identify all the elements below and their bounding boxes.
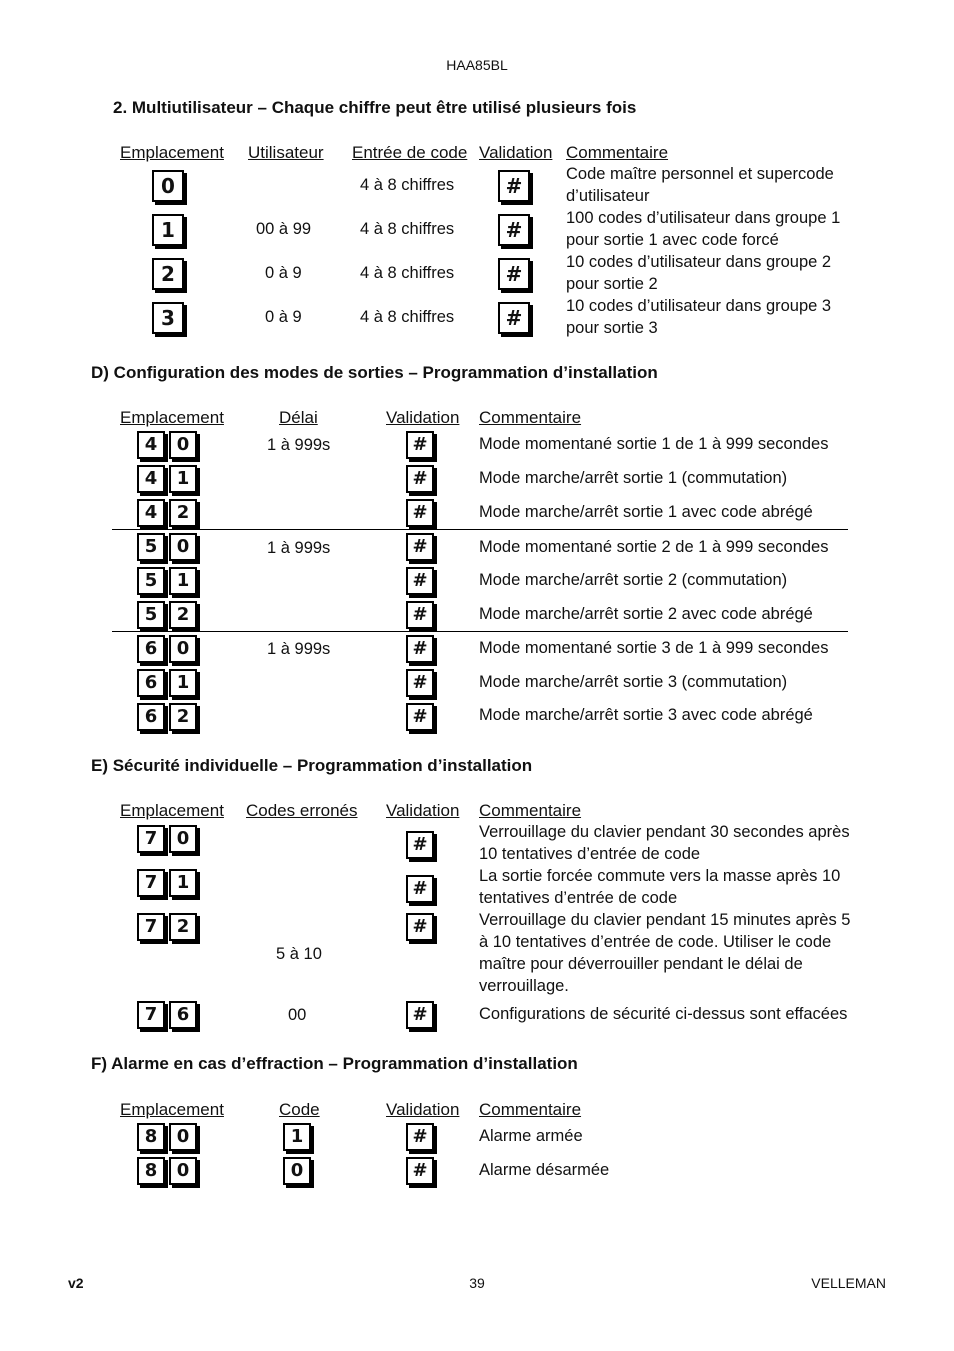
keypad-key: 0 [169, 1123, 197, 1151]
hash-key-icon: # [498, 170, 530, 202]
comment: Mode momentané sortie 2 de 1 à 999 secondes [479, 538, 829, 556]
keypad-key: 5 [137, 567, 165, 595]
col-validation: Validation [386, 1100, 460, 1119]
hash-key-icon: # [406, 465, 434, 493]
keypad-key: 6 [169, 1001, 197, 1029]
section-f-title: F) Alarme en cas d’effraction – Programmation d’installation [91, 1054, 578, 1073]
keypad-key: 8 [137, 1157, 165, 1185]
keypad-key: 4 [137, 431, 165, 459]
comment: 10 codes d’utilisateur dans groupe 3 pour sortie 3 [566, 297, 832, 337]
col-delai: Délai [279, 408, 318, 427]
col-commentaire: Commentaire [479, 801, 582, 820]
col-validation: Validation [386, 801, 460, 820]
keypad-key: 1 [169, 465, 197, 493]
col-emplacement: Emplacement [120, 801, 224, 820]
keypad-key: 6 [137, 669, 165, 697]
keypad-key: 1 [169, 567, 197, 595]
keypad-key: 6 [137, 635, 165, 663]
document-code: HAA85BL [446, 57, 508, 73]
comment: La sortie forcée commute vers la masse après 10 tentatives d’entrée de code [479, 867, 841, 907]
keypad-key: 7 [137, 869, 165, 897]
comment: Alarme désarmée [479, 1161, 610, 1179]
hash-key-icon: # [406, 669, 434, 697]
col-emplacement: Emplacement [120, 408, 224, 427]
col-utilisateur: Utilisateur [248, 143, 324, 162]
hash-key-icon: # [406, 831, 434, 859]
col-code: Code [279, 1100, 320, 1119]
col-emplacement: Emplacement [120, 143, 224, 162]
col-commentaire: Commentaire [566, 143, 669, 162]
col-emplacement: Emplacement [120, 1100, 224, 1119]
keypad-key: 4 [137, 465, 165, 493]
hash-key-icon: # [406, 913, 434, 941]
delay-value: 1 à 999s [267, 640, 331, 658]
code-length: 4 à 8 chiffres [360, 176, 455, 194]
col-entree-code: Entrée de code [352, 143, 468, 162]
user-range: 00 à 99 [256, 220, 312, 238]
col-commentaire: Commentaire [479, 408, 582, 427]
code-length: 4 à 8 chiffres [360, 264, 455, 282]
comment: Mode marche/arrêt sortie 2 (commutation) [479, 571, 788, 589]
comment: Mode marche/arrêt sortie 1 avec code abrégé [479, 503, 813, 521]
hash-key-icon: # [498, 214, 530, 246]
comment: Mode marche/arrêt sortie 3 avec code abrégé [479, 706, 813, 724]
keypad-key: 1 [169, 869, 197, 897]
error-count: 5 à 10 [276, 945, 322, 963]
comment: 100 codes d’utilisateur dans groupe 1 pour sortie 1 avec code forcé [566, 209, 841, 249]
col-commentaire: Commentaire [479, 1100, 582, 1119]
keypad-key: 6 [137, 703, 165, 731]
keypad-key: 5 [137, 601, 165, 629]
col-validation: Validation [479, 143, 553, 162]
footer-brand: VELLEMAN [811, 1275, 886, 1291]
comment: Mode marche/arrêt sortie 2 avec code abrégé [479, 605, 813, 623]
section-e-title: E) Sécurité individuelle – Programmation d’installation [91, 756, 533, 775]
keypad-key: 2 [152, 258, 184, 290]
hash-key-icon: # [498, 258, 530, 290]
keypad-key: 0 [169, 533, 197, 561]
keypad-key: 2 [169, 913, 197, 941]
keypad-key: 3 [152, 302, 184, 334]
comment: Mode marche/arrêt sortie 3 (commutation) [479, 673, 788, 691]
col-validation: Validation [386, 408, 460, 427]
section-2-title: 2. Multiutilisateur – Chaque chiffre peut être utilisé plusieurs fois [113, 98, 637, 117]
keypad-key: 0 [169, 635, 197, 663]
hash-key-icon: # [406, 431, 434, 459]
keypad-key: 7 [137, 1001, 165, 1029]
delay-value: 1 à 999s [267, 539, 331, 557]
keypad-key: 0 [169, 825, 197, 853]
group-divider [112, 631, 848, 632]
hash-key-icon: # [406, 703, 434, 731]
code-length: 4 à 8 chiffres [360, 220, 455, 238]
comment: Mode momentané sortie 3 de 1 à 999 secondes [479, 639, 829, 657]
comment: Verrouillage du clavier pendant 15 minutes après 5 à 10 tentatives d’entrée de code. Utiliser le code maître pour déverrouiller pendant le délai de verrouillage. [479, 911, 851, 995]
comment: Mode momentané sortie 1 de 1 à 999 secondes [479, 435, 829, 453]
keypad-key: 5 [137, 533, 165, 561]
keypad-key: 2 [169, 703, 197, 731]
comment: Code maître personnel et supercode d’utilisateur [566, 165, 834, 205]
footer-version: v2 [68, 1275, 84, 1291]
keypad-key: 0 [283, 1157, 311, 1185]
keypad-key: 0 [169, 1157, 197, 1185]
comment: Mode marche/arrêt sortie 1 (commutation) [479, 469, 788, 487]
keypad-key: 1 [152, 214, 184, 246]
keypad-key: 7 [137, 825, 165, 853]
hash-key-icon: # [406, 635, 434, 663]
section-d-title: D) Configuration des modes de sorties – Programmation d’installation [91, 363, 658, 382]
error-count: 00 [288, 1006, 307, 1024]
comment: Verrouillage du clavier pendant 30 secondes après 10 tentatives d’entrée de code [479, 823, 850, 863]
hash-key-icon: # [406, 1123, 434, 1151]
hash-key-icon: # [406, 601, 434, 629]
keypad-key: 1 [169, 669, 197, 697]
keypad-key: 2 [169, 601, 197, 629]
user-range: 0 à 9 [265, 264, 302, 282]
keypad-key: 8 [137, 1123, 165, 1151]
keypad-key: 1 [283, 1123, 311, 1151]
hash-key-icon: # [406, 1157, 434, 1185]
keypad-key: 7 [137, 913, 165, 941]
code-length: 4 à 8 chiffres [360, 308, 455, 326]
col-codes-errones: Codes erronés [246, 801, 358, 820]
comment: 10 codes d’utilisateur dans groupe 2 pour sortie 2 [566, 253, 832, 293]
user-range: 0 à 9 [265, 308, 302, 326]
comment: Alarme armée [479, 1127, 583, 1145]
keypad-key: 2 [169, 499, 197, 527]
hash-key-icon: # [406, 499, 434, 527]
hash-key-icon: # [406, 875, 434, 903]
hash-key-icon: # [406, 1001, 434, 1029]
hash-key-icon: # [406, 533, 434, 561]
keypad-key: 0 [152, 170, 184, 202]
comment: Configurations de sécurité ci-dessus sont effacées [479, 1005, 848, 1023]
keypad-key: 4 [137, 499, 165, 527]
keypad-key: 0 [169, 431, 197, 459]
group-divider [112, 529, 848, 530]
hash-key-icon: # [406, 567, 434, 595]
delay-value: 1 à 999s [267, 436, 331, 454]
hash-key-icon: # [498, 302, 530, 334]
footer-page-number: 39 [469, 1275, 485, 1291]
